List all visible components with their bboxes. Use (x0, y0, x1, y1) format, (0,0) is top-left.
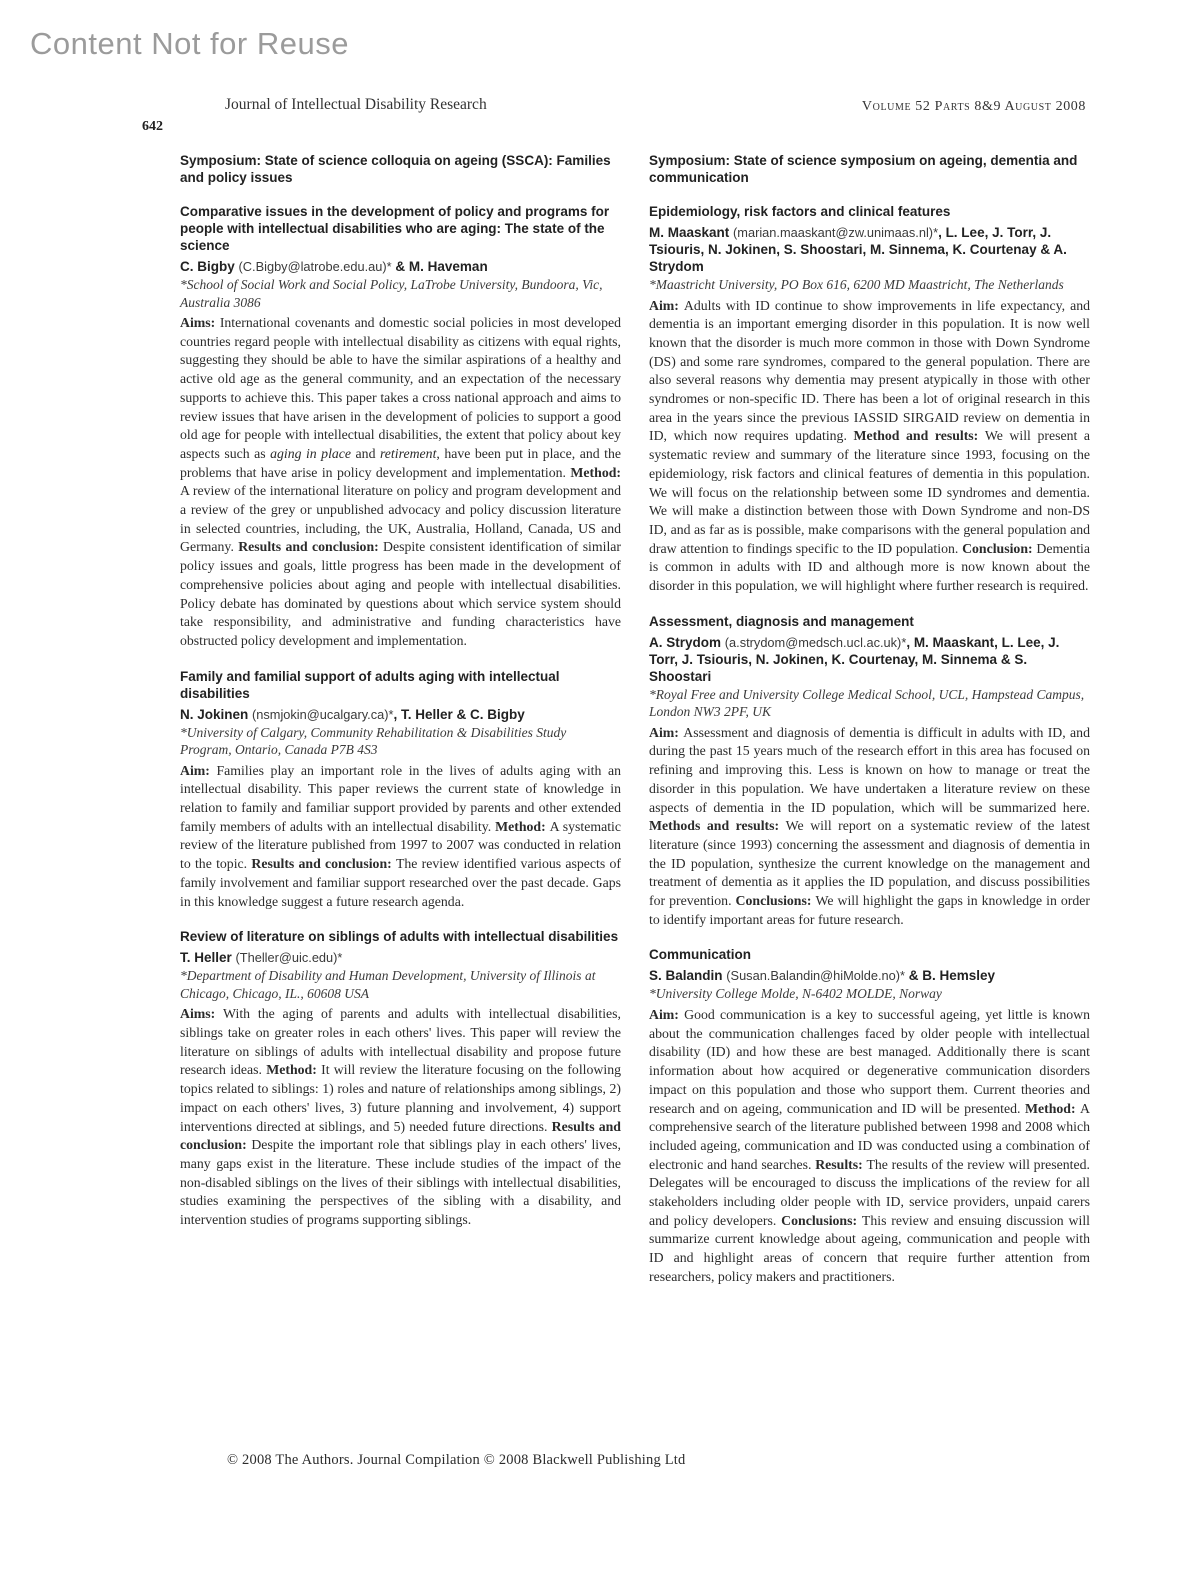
abstract-title: Review of literature on siblings of adults with intellectual disabilities (180, 929, 619, 945)
abstract-affiliation: *School of Social Work and Social Policy, LaTrobe University, Bundoora, Vic, Australia 3086 (180, 277, 603, 310)
abstract-authors: T. Heller (Theller@uic.edu)* (180, 950, 343, 966)
abstract-title: Family and familial support of adults aging with intellectual disabilities (180, 668, 560, 701)
abstract-family-support (180, 668, 621, 912)
abstract-authors: N. Jokinen (nsmjokin@ucalgary.ca)*, T. Heller & C. Bigby (180, 706, 525, 722)
abstract-affiliation: *Department of Disability and Human Development, University of Illinois at Chicago, Chicago, IL., 60608 USA (180, 968, 596, 1001)
abstract-authors: S. Balandin (Susan.Balandin@hiMolde.no)* & B. Hemsley (649, 968, 996, 984)
abstract-affiliation: *Maastricht University, PO Box 616, 6200 MD Maastricht, The Netherlands (649, 277, 1064, 292)
abstract-communication (649, 946, 1090, 1286)
abstract-body: Aims: International covenants and domestic social policies in most developed countries regard people with intellectual disability as citizens with equal rights, suggesting they should be able to have the similar aspirations of a healthy and active old age as the general community, and an expectation of the necessary supports to achieve this. This paper takes a cross national approach and aims to review issues that have arisen in the development of policies to support a good old age for people with intellectual disabilities, the extent that policy about key aspects such as aging in place and retirement, have been put in place, and the problems that have arise in policy development and implementation. Method: A review of the international literature on policy and program development and a review of the grey or unpublished advocacy and policy discussion literature in selected countries, including, the UK, Australia, Holland, Canada, US and Germany. Results and conclusion: Despite consistent identification of similar policy issues and goals, little progress has been made in the development of comprehensive policies about aging and people with intellectual disabilities. Policy debate has dominated by questions about which service system should take responsibility, and administrative and funding characteristics have obstructed policy development and implementation. (180, 315, 622, 648)
abstract-comparative-issues (180, 203, 621, 651)
abstract-affiliation: *Royal Free and University College Medical School, UCL, Hampstead Campus, London NW3 2PF, UK (649, 686, 1085, 720)
abstract-title: Epidemiology, risk factors and clinical features (649, 204, 951, 219)
watermark-text: Content Not for Reuse (30, 26, 349, 61)
right-column (649, 152, 1090, 1303)
abstract-epidemiology (649, 203, 1090, 596)
abstract-authors: A. Strydom (a.strydom@medsch.ucl.ac.uk)*, M. Maaskant, L. Lee, J. Torr, J. Tsiouris, N. Jokinen, K. Courtenay, M. Sinnema & S. Shoostari (649, 634, 1060, 684)
symposium-heading-right: Symposium: State of science symposium on ageing, dementia and communication (649, 153, 1078, 185)
abstract-authors: M. Maaskant (marian.maaskant@zw.unimaas.nl)*, L. Lee, J. Torr, J. Tsiouris, N. Jokinen, S. Shoostari, M. Sinnema, K. Courtenay & A. Strydom (649, 225, 1067, 274)
abstract-body: Aim: Good communication is a key to successful ageing, yet little is known about the communication challenges faced by older people with intellectual disability (ID) and how these are best managed. Additionally there is scant information about how acquired or degenerative communication disorders impact on this population and those who support them. Current theories and research and on ageing, communication and ID will be presented. Method: A comprehensive search of the literature published between 1998 and 2008 which included ageing, communication and ID was conducted using a combination of electronic and hand searches. Results: The results of the review will presented. Delegates will be encouraged to discuss the implications of the review for all stakeholders including older people with ID, service providers, unpaid carers and policy developers. Conclusions: This review and ensuing discussion will summarize current knowledge about ageing, communication and people with ID and highlight areas of concern that require further attention from researchers, policy makers and practitioners. (649, 1006, 1090, 1284)
journal-title: Journal of Intellectual Disability Research (225, 96, 487, 113)
left-column (180, 152, 621, 1303)
copyright-footer: © 2008 The Authors. Journal Compilation © 2008 Blackwell Publishing Ltd (227, 1452, 686, 1468)
abstract-title: Assessment, diagnosis and management (649, 613, 914, 629)
abstract-affiliation: *University of Calgary, Community Rehabilitation & Disabilities Study Program, Ontario, Canada P7B 4S3 (180, 724, 567, 758)
abstract-body: Aim: Adults with ID continue to show improvements in life expectancy, and dementia is an important emerging disorder in this population. It is now well known that the disorder is much more common in those with Down Syndrome (DS) and some rare syndromes, compared to the general population. There are also several reasons why dementia may present atypically in those with other syndromes or non-specific ID. There has been a lot of original research in this area in the years since the previous IASSID SIRGAID review on dementia in ID, which now requires updating. Method and results: We will present a systematic review and summary of the literature since 1993, focusing on the epidemiology, risk factors and clinical features of dementia in this population. We will focus on the relationship between some ID syndromes and dementia. We will make a distinction between those with Down Syndrome and non-DS ID, and as far as is possible, make comparisons with the general population and draw attention to findings specific to the ID population. Conclusion: Dementia is common in adults with ID and although more is now known about the disorder in this population, we will highlight where further research is required. (649, 297, 1090, 594)
abstract-authors: C. Bigby (C.Bigby@latrobe.edu.au)* & M. Haveman (180, 259, 488, 274)
abstract-columns (180, 152, 1092, 1303)
symposium-heading-left: Symposium: State of science colloquia on ageing (SSCA): Families and policy issues (180, 153, 611, 185)
abstract-body: Aim: Families play an important role in the lives of adults aging with an intellectual disability. This paper reviews the current state of knowledge in relation to family and familiar support provided by parents and other extended family members of adults with an intellectual disability. Method: A systematic review of the literature published from 1997 to 2007 was conducted in relation to the topic. Results and conclusion: The review identified various aspects of family involvement and familiar support researched over the past decade. Gaps in this knowledge suggest a future research agenda. (180, 762, 621, 909)
abstract-title: Comparative issues in the development of policy and programs for people with intellectual disabilities who are aging: The state of the science (180, 204, 610, 253)
volume-info: Volume 52 Parts 8&9 August 2008 (861, 99, 1086, 114)
abstract-assessment-diagnosis (649, 613, 1090, 930)
page-number: 642 (142, 119, 163, 134)
abstract-body: Aim: Assessment and diagnosis of dementia is difficult in adults with ID, and during the past 15 years much of the research effort in this area has focused on refining and improving this. Less is known on how to manage or treat the disorder in this population. We have undertaken a literature review on these aspects of dementia in the ID population, which will be summarized here. Methods and results: We will report on a systematic review of the latest literature (since 1993) concerning the assessment and diagnosis of dementia in the ID population, synthesize the current knowledge on the management and treatment of dementia as it applies the ID population, and discuss possibilities for prevention. Conclusions: We will highlight the gaps in knowledge in order to identify important areas for future research. (649, 724, 1090, 927)
abstract-title: Communication (649, 947, 752, 963)
abstract-body: Aims: With the aging of parents and adults with intellectual disabilities, siblings take on greater roles in each others' lives. This paper will review the literature on siblings of adults with intellectual disability and propose future research ideas. Method: It will review the literature focusing on the following topics related to siblings: 1) roles and nature of relationships among siblings, 2) impact on each others' lives, 3) future planning and involvement, 4) support interventions directed at siblings, and 5) needed future directions. Results and conclusion: Despite the important role that siblings play in each others' lives, many gaps exist in the literature. These include studies of the impact of the non-disabled siblings on the lives of their siblings with intellectual disabilities, studies examining the perspectives of the sibling with a disability, and intervention studies of programs supporting siblings. (180, 1006, 621, 1228)
abstract-affiliation: *University College Molde, N-6402 MOLDE, Norway (649, 986, 942, 1002)
abstract-siblings-review (180, 928, 621, 1229)
